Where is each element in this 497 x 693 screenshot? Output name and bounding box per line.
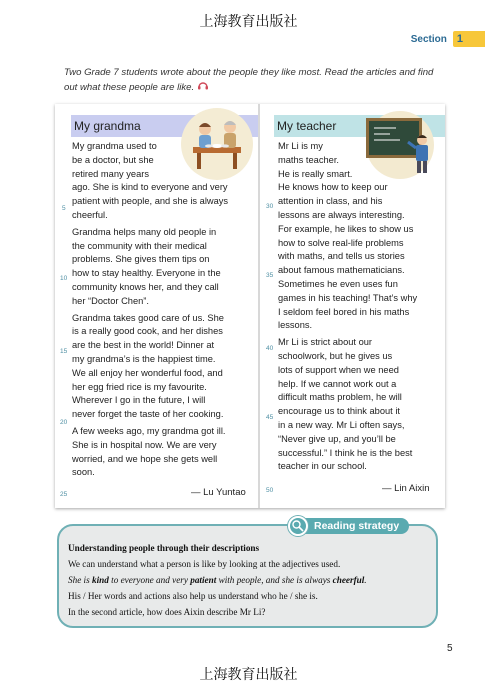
line-number: 20 [60,419,68,426]
text-line: never forget the taste of her cooking. [72,409,224,420]
text-line: Wherever I go in the future, I will [72,395,206,406]
strategy-example [68,572,433,588]
line-number: 5 [62,205,66,212]
grandma-author: — Lu Yuntao [191,487,246,498]
publisher-footer: 上海教育出版社 [199,667,298,683]
example-text: She is [68,575,92,585]
text-line: cheerful. [72,209,108,220]
text-line: He is really smart. [278,168,353,179]
text-line: Sometimes he even uses fun [278,278,398,289]
text-line: lots of support when we need [278,364,399,375]
text-line: be a doctor, but she [72,154,154,165]
example-adjective: cheerful [332,575,365,585]
text-line: the community with their medical [72,240,207,251]
teacher-author: — Lin Aixin [382,483,430,494]
text-line: He knows how to keep our [278,182,388,193]
line-number: 50 [266,487,274,494]
line-number: 40 [266,345,274,352]
text-line: encourage us to think about it [278,406,400,417]
reading-strategy-icon [288,516,308,536]
text-line: her egg fried rice is my favourite. [72,381,207,392]
reading-strategy-box [57,524,438,628]
example-adjective: patient [190,575,217,585]
text-line: is a really good cook, and her dishes [72,326,223,337]
example-text: to everyone and very [108,575,191,585]
grandma-paragraph-1 [72,140,254,223]
reading-strategy-label: Reading strategy [300,518,409,534]
strategy-line-1: We can understand what a person is like by looking at the adjectives used. [68,559,341,569]
example-text: with people, and she is always [216,575,333,585]
text-line: Mr Li is strict about our [278,337,373,348]
text-line: in a new way. Mr Li often says, [278,419,405,430]
publisher-header: 上海教育出版社 [199,14,298,30]
strategy-title: Understanding people through their descriptions [68,543,260,553]
text-line: lessons. [278,320,313,331]
line-number: 15 [60,348,68,355]
grandma-paragraph-3 [72,312,254,422]
text-line: teacher in our school. [278,461,367,472]
text-line: Grandma helps many old people in [72,226,217,237]
text-line: Mr Li is my [278,141,323,151]
strategy-question: In the second article, how does Aixin describe Mr Li? [68,607,266,617]
grandma-paragraph-4 [72,425,254,480]
text-line: successful.” I think he is the best [278,447,413,458]
teacher-paragraph-2 [278,336,440,474]
section-tag [411,30,485,48]
text-line: problems. She gives them tips on [72,254,210,265]
text-line: patient with people, and she is always [72,196,229,207]
text-line: with maths, and tells us stories [278,251,405,262]
section-number: 1 [453,31,485,47]
teacher-article [260,104,445,508]
text-line: “Never give up, and you’ll be [278,433,396,444]
reading-strategy-text [68,540,433,620]
teacher-paragraph-1 [278,140,440,333]
articles-panel [55,104,445,508]
teacher-title: My teacher [277,119,337,133]
text-line: my grandma’s is the happiest time. [72,353,216,364]
text-line: how to stay healthy. Everyone in the [72,268,221,279]
text-line: how to solve real-life problems [278,237,404,248]
text-line: community knows her, and they call [72,281,219,292]
text-line: maths teacher. [278,154,339,165]
grandma-article [55,104,258,508]
text-line: schoolwork, but he gives us [278,350,393,361]
section-label: Section [410,33,447,45]
line-number: 45 [266,414,274,421]
grandma-paragraph-2 [72,226,254,309]
reading-strategy-tab [288,517,409,534]
text-line: attention in class, and his [278,196,383,207]
text-line: A few weeks ago, my grandma got ill. [72,425,226,436]
line-number: 35 [266,272,274,279]
teacher-body [278,140,440,477]
text-line: worried, and we hope she gets well [72,453,218,464]
text-line: her “Doctor Chen”. [72,295,149,306]
text-line: retired many years [72,168,149,179]
text-line: We all enjoy her wonderful food, and [72,367,223,378]
text-line: My grandma used to [72,141,157,151]
line-number: 10 [60,275,68,282]
text-line: lessons are always interesting. [278,209,405,220]
strategy-line-3: His / Her words and actions also help us understand who he / she is. [68,591,318,601]
example-adjective: kind [92,575,109,585]
text-line: I seldom feel bored in his maths [278,306,410,317]
headphones-icon[interactable] [197,80,209,95]
line-number: 30 [266,203,274,210]
grandma-title: My grandma [74,119,141,133]
text-line: For example, he likes to show us [278,223,414,234]
intro-instructions [64,66,444,95]
text-line: about famous mathematicians. [278,265,405,276]
example-text: . [364,575,367,585]
text-line: soon. [72,467,95,478]
text-line: are the best in the world! Dinner at [72,340,215,351]
page-number: 5 [447,643,453,654]
grandma-body [72,140,254,483]
intro-text: Two Grade 7 students wrote about the people they like most. Read the articles and find out what these people are like. [64,67,434,94]
text-line: Grandma takes good care of us. She [72,312,224,323]
text-line: help. If we cannot work out a [278,378,397,389]
text-line: She is in hospital now. We are very [72,439,217,450]
text-line: games in his teaching! That’s why [278,292,418,303]
line-number: 25 [60,491,68,498]
text-line: ago. She is kind to everyone and very [72,182,228,193]
text-line: difficult maths problem, he will [278,392,402,403]
